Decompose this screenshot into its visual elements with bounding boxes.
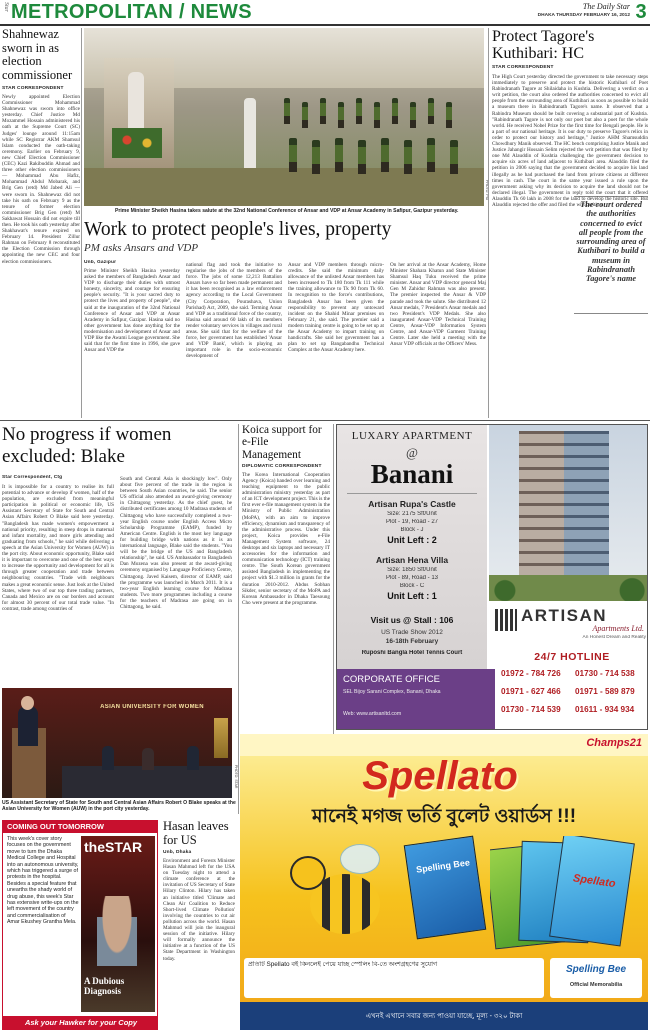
paper-name: The Daily Star	[582, 2, 630, 11]
spellato-title: Spellato	[362, 754, 518, 798]
marcher	[450, 140, 458, 174]
project-1-size: Size: 2175 Sft/Unit	[387, 511, 437, 517]
stall-number: Visit us @ Stall : 106	[370, 615, 454, 625]
spelling-bee-book	[404, 836, 487, 940]
hotline-number[interactable]: 01971 - 627 466	[501, 687, 561, 696]
panel-person	[187, 746, 199, 770]
banani-ad	[336, 424, 648, 730]
cover-figure	[97, 896, 137, 966]
banani-location: Banani	[370, 459, 454, 489]
sponsor-badge	[550, 958, 642, 998]
promo-text: This week's cover story focuses on the government move to turn the Dhaka Medical College and Hospital into an autonomous university, which has triggered a surge of protests in the hospital. Besides a special feature that unearths the shady world of drug abuse, this week's Star has extensive write-ups on the left movement of the country and commercialisation of Amar Ekushey Grantha Mela.	[7, 836, 79, 926]
project-2-size: Size: 1850 Sft/Unit	[387, 567, 437, 573]
book-2-title: Spellato	[572, 872, 617, 891]
tagore-body: The High Court yesterday directed the government to take necessary steps immediately to preserve and protect the historic Kuthibari of Poet Rabindranath Tagore at Shilaidaha in Kushtia. Delivering a verdict on a writ petition, the court also ordered the authorities concerned to evict all people from the surrounding area of Kuthibari as soon as possible to build a museum there in Rabindranath Tagore's name. It observed that a Rabindra Museum should be built covering a substantial part of Kushtia. "Rabindranath Tagore is not only our poet but also a poet for the whole world. He received Nobel Prize for the first time for Bengali people. He is a part of our national heritage. It is our duty to preserve Tagore's relics in order to protect our history and heritage," Justice AHM Shamsuddin Chowdhury Manik observed. The HC bench comprising Justice Manik and Justice Jahangir Hossain Selim rejected the writ petition that was filed by one Md Alauddin of Kushtia challenging the government decision to acquire six acres of land adjacent to Kuthibari area. Alauddin filed the petition in 2006 saying that the government decided to acquire his land illegally as he had purchased the land from private citizens at different times in cash. The court in the same year issued a rule upon the government asking why its decision to acquire the land should not be declared illegal. The government in reply told the court that it offered Alauddin Tk 60 lakh in 2008 for the land to develop the historic site. But Alauddin rejected the offer and filed the writ petition.	[492, 74, 648, 208]
marcher	[446, 102, 452, 128]
shahnewaz-headline: Shahnewaz sworn in as election commissioner	[2, 28, 73, 82]
fair-name: US Trade Show 2012	[381, 629, 443, 636]
auw-banner: ASIAN UNIVERSITY FOR WOMEN	[100, 704, 204, 710]
hotline-title: 24/7 HOTLINE	[534, 651, 610, 663]
project-1-block: Block - J	[400, 527, 424, 533]
artisan-brand-sub: Apartments Ltd.	[592, 624, 644, 633]
flowers	[112, 128, 162, 158]
corporate-office-box	[337, 669, 495, 730]
hotline-number[interactable]: 01611 - 934 934	[575, 705, 635, 714]
work-subhead: PM asks Ansars and VDP	[84, 242, 199, 254]
building-rendering	[489, 425, 648, 601]
champs21-logo: Champs21	[586, 737, 642, 749]
office-address: SEL Bijoy Sarani Complex, Banani, Dhaka	[343, 689, 441, 695]
marcher	[289, 138, 297, 172]
koica-body: The Korea International Cooperation Agency (Koica) handed over learning and teaching equipment to the public administration ministry yesterday as part of an ICT development project. This is the first ever e-file management system in the Ministry of Public Administration (MoPA), with an aim to improve efficiency, dynamism and transparency of the administrative process. Under this project, Koica provides e-File Management System software, 24 desktops and six laptops and necessary IT accessories for the information and communication technology (ICT) training centre. The South Korean government assisted Bangladesh in implementing the project with $1.3 million in grants for the duration 2010-2012. Abdus Sobhan Sikder, senior secretary of the MoPA and Korean Ambassador in Dhaka Taesoung Cho were present at the programme.	[242, 471, 330, 606]
masthead	[0, 0, 650, 24]
marcher	[428, 98, 434, 124]
cover-line: A Dubious Diagnosis	[84, 976, 125, 996]
coming-out-promo	[2, 820, 158, 1030]
promo-footer[interactable]: Ask your Hawker for your Copy	[3, 1016, 158, 1030]
parade-ground	[84, 168, 484, 206]
banani-divider	[347, 493, 477, 494]
magazine-cover	[81, 836, 155, 1012]
side-label: Star	[3, 2, 9, 13]
marcher	[374, 102, 380, 128]
spellato-book-stack	[490, 836, 640, 956]
spellato-offer-text: প্রতিটি Spellato বই কিনলেই পেয়ে যাচ্ছ স্পেলিং বি-তে অংশগ্রহণের সুযোগ	[248, 961, 438, 968]
panel-person	[142, 748, 154, 770]
speaker-figure	[18, 706, 38, 746]
spellato-bottom-band	[240, 1002, 648, 1030]
marcher	[302, 102, 308, 128]
blake-photo	[2, 688, 232, 798]
hotline-number[interactable]: 01972 - 784 726	[501, 669, 561, 678]
masthead-rule	[0, 24, 650, 26]
magazine-title: theSTAR	[84, 839, 143, 855]
marcher	[392, 98, 398, 124]
officer-figure	[244, 98, 256, 173]
artisan-mark	[495, 609, 517, 631]
section-title: METROPOLITAN / NEWS	[11, 1, 252, 23]
project-2-block: Block - C	[399, 583, 425, 589]
hasan-headline: Hasan leaves for US	[163, 820, 229, 847]
banani-tagline: LUXARY APARTMENT	[351, 430, 473, 442]
blake-headline: No progress if women excluded: Blake	[2, 424, 172, 467]
story-hasan	[163, 820, 235, 1030]
marcher	[404, 140, 412, 174]
dateline: DHAKA THURSDAY FEBRUARY 16, 2012	[537, 13, 630, 18]
work-col-3: Ansar and VDP members through micro-credits. She said the minimum daily allowance of the unlisted Ansar members has been increased to Tk 180 from Tk 111 while the training allowance to Tk 90 from Tk 60. In recognition to the force's contributions, Bangladesh Ansar has been given the responsibility to prevent any untoward incident on the Shahid Minar premises on February 21, she said. The premier said a modern training centre is going to be set up at the Ansar Academy to impart training on handicrafts. She said her government has a plan to set up Bangabandhu Technical Complex at the Ansar Academy here.	[288, 262, 384, 354]
marcher	[338, 102, 344, 128]
project-1-name: Artisan Rupa's Castle	[368, 499, 456, 509]
hasan-byline: Unb, Dhaka	[163, 850, 192, 855]
project-2-name: Artisan Hena Villa	[375, 555, 449, 565]
col-rule-2	[488, 28, 489, 418]
hasan-body: Environment and Forests Minister Hasan Mahmud left for the USA on Tuesday night to attend a climate conference at the invitation of US Secretary of State Hilary Clinton. Hilary has taken an initiative titled 'Climate and Clean Air Coalition to Reduce Short-lived Climate Pollution' involving the countries to cut air pollution across the world. Hasan Mahmud will join the inaugural session of the initiative. Hilary will formally announce the initiative at a function of the US State Department in Washington today.	[163, 858, 235, 962]
spellato-book	[549, 836, 635, 947]
promo-header: COMING OUT TOMORROW	[3, 821, 158, 833]
marcher	[284, 98, 290, 124]
page-number: 3	[635, 1, 647, 23]
work-col-2: national flag and took the initiative to regularise the jobs of the members of the force. The jobs of some 12,213 Battalion Ansars have so far been made permanent and it has been recognised as a law enforcement agency according to the Local Government (City Corporation, Pourashava, Union Parishad) Act, 2009, she said. Terming Ansar and VDP as a traditional force of the country, Hasina said around 60 lakh of its members render voluntary services in villages and rural areas. She said that for the welfare of the force, her government has established 'Ansar and VDP Bank', which is playing an important role in the socio-economic development of	[186, 262, 282, 360]
banani-at: @	[406, 445, 418, 460]
bee-mascot	[270, 844, 410, 954]
marcher	[410, 102, 416, 128]
fair-venue: Ruposhi Bangla Hotel Tennis Court	[361, 650, 463, 656]
marcher	[312, 140, 320, 174]
sponsor-name: Spelling Bee	[565, 964, 626, 975]
artisan-logo	[489, 603, 648, 647]
work-headline: Work to protect people's lives, property	[84, 219, 392, 240]
spellato-bottom-text: এখনই এখানে সবার জন্য পাওয়া যাচ্ছে, মূল্য - ৩২০ টাকা	[365, 1013, 523, 1020]
project-1-plot: Plot - 19, Road - 27	[385, 519, 439, 525]
story-tagore	[492, 28, 648, 420]
artisan-tagline: An Honest Dream and Reality	[582, 635, 646, 640]
blake-col-1: It is impossible for a country to realise its full potential to advance or develop if women, half of the population, are excluded from meaningful participation in political or economic life, US Assistant Secretary of State for South and Central Asian Affairs Robert O Blake said here yesterday. "Bangladesh has made women's empowerment a national priority, resulting in steep drops in maternal and infant mortality, and more girls attending and graduating from schools," he said while delivering a speech at the Asian University for Women (AUW) in the port city. About economic opportunity, Blake said it is important to overcome and one of the best ways to increase the opportunity and development for all is through greater cooperation and trade between neighbouring countries. "Trade with neighbours makes a great economic sense. Just look at the United States, where two of our top three trading partners, Canada and Mexico are on our borders and account for almost 30 percent of our total trade value. "In contrast, trade among countries of	[2, 484, 114, 612]
story-shahnewaz	[2, 28, 80, 418]
fair-dates: 16-18th February	[385, 638, 439, 645]
col-rule-1	[81, 28, 82, 418]
bee-wing	[340, 844, 380, 874]
marcher	[335, 138, 343, 172]
speaker-head	[21, 696, 34, 710]
main-photo-credit: PHOTO: PID	[485, 180, 489, 201]
hotline-box	[495, 651, 648, 730]
ansar-parade-photo	[84, 28, 484, 206]
trees	[489, 575, 648, 601]
blake-col-2: South and Central Asia is shockingly low". Only about five percent of the trade in the region is between South Asian countries, he said. The senior US official also attended an award-giving ceremony in Chittagong yesterday. As the chief guest, he distributed certificates among 10 Madrasa students of Chittagong who have successfully completed a two-year English course under English Access Micro Scholarship Programme (EAMP), funded by American Centre. English is the most key language for building bridge with nations as it is an international language, Blake said the students. "You will be the bridge of the US and Bangladesh relationship", he said. US Ambassador to Bangladesh Dan Mozena was also present at the award-giving ceremony organised by Language Proficiency Centre, Chittagong. Javed Kaisem, director of EAMP, said the programme was launched in March 2011. It is a two-year English learning course for Madrasa students. Two more programmes including a course for the teachers of Madrasa are going on in Chittagong, he said.	[120, 476, 232, 610]
koica-headline: Koica support for e-File Management	[242, 424, 322, 461]
col-rule-3	[238, 424, 239, 814]
hotline-number[interactable]: 01730 - 714 539	[501, 705, 561, 714]
horizontal-rule-mid	[0, 420, 650, 421]
office-title: CORPORATE OFFICE	[343, 674, 440, 685]
marcher	[427, 138, 435, 172]
spellato-slogan: মানেই মগজ ভর্তি বুলেট ওয়ার্ডস !!!	[311, 806, 577, 827]
hotline-number[interactable]: 01971 - 589 879	[575, 687, 635, 696]
blake-photo-credit: PHOTO: STAR	[234, 765, 238, 789]
office-web[interactable]: Web: www.artisanltd.com	[343, 711, 402, 717]
marcher	[320, 98, 326, 124]
spellato-ad	[240, 734, 648, 1030]
project-1-units: Unit Left : 2	[387, 535, 437, 545]
bee-head	[290, 856, 326, 890]
marcher	[381, 138, 389, 172]
panel-person	[102, 746, 114, 770]
hotline-number[interactable]: 01730 - 714 538	[575, 669, 635, 678]
work-byline: Unb, Gazipur	[84, 260, 117, 265]
koica-byline: DIPLOMATIC CORRESPONDENT	[242, 463, 322, 469]
pm-figure	[128, 72, 144, 132]
project-2-plot: Plot - 89, Road - 13	[385, 575, 439, 581]
flag-decoration	[214, 718, 228, 758]
main-photo-caption: Prime Minister Sheikh Hasina takes salute at the 32nd National Conference of Ansar and VDP at Ansar Academy in Safipur, Gazipur yesterday.	[115, 208, 459, 214]
blake-photo-caption: US Assistant Secretary of State for South and Central Asian Affairs Robert O Blake speaks at the Asian University for Women (AUW) in the port city yesterday.	[2, 800, 236, 812]
blake-byline: Star Correspondent, Ctg	[2, 475, 63, 480]
tagore-pullquote: The court ordered the authorities concerned to evict all people from the surrounding area of Kuthibari to build a museum in Rabindranath Tagore's name	[574, 196, 648, 314]
tagore-headline: Protect Tagore's Kuthibari: HC	[492, 28, 595, 62]
marcher	[356, 98, 362, 124]
spellato-offer-box	[244, 958, 544, 998]
work-col-4: On her arrival at the Ansar Academy, Home Minister Shahara Khatun and State Minister Shamsul Haq Tuku received the prime minister. Ansar and VDP director general Maj Gen M Zahidur Rahman was also present. The premier inspected the Ansar & VDP parade and took the salute. She distributed 12 Ansar medals, 7 President's Ansar medals and two President's VDP Medals. She also inaugurated Ansar-VDP Technical Training Centre, Ansar-VDP Information System Centre, and Ansar-VDP Garment Training Centre. Later she held a meeting with the Ansar VDP officials at the Officers' Mess.	[390, 262, 486, 348]
work-col-1: Prime Minister Sheikh Hasina yesterday asked the members of Bangladesh Ansar and VDP to discharge their duties with utmost honesty, sincerity, and courage for ensuring people's security. "It is your sacred duty to protect the lives and property of people", she said at the inauguration of the 32nd National Conference of Ansar and VDP at Ansar Academy in Safipur, Gazipur. Hasina said no other government has done anything for the modernisation and development of Ansar and VDP like the Awami League government. She said that for the first time in 1996, she gave Ansar and VDP the	[84, 268, 180, 354]
marcher	[358, 140, 366, 174]
sponsor-sub: Official Memorabilia	[569, 982, 623, 988]
tagore-byline: STAR CORRESPONDENT	[492, 65, 554, 70]
project-2-units: Unit Left : 1	[387, 591, 437, 601]
book-1-title: Spelling Bee	[415, 857, 471, 875]
artisan-brand: ARTISAN	[521, 606, 608, 624]
shahnewaz-byline: STAR CORRESPONDENT	[2, 86, 64, 91]
panel-table	[62, 766, 232, 798]
shahnewaz-body: Newly appointed Election Commissioner Mohammad Shahnewaz was sworn into office yesterday. Chief Justice Md Mozammel Hossain administered his oath at the Supreme Court (SC) Judges' lounge around 11:15am while SC Registrar AKM Shamsul Islam conducted the oath-taking ceremony. Earlier on February 9, new Chief Election Commissioner (CEC) Kazi Rakibuddin Ahmad and three other election commissioners — Mohammad Abu Hafiz, Mohammad Abdul Mobarak, and Brig Gen (retd) Md Jabed Ali — were sworn in. Shahnewaz did not take his oath on February 9 as the tenure of former election commissioner Brig Gen (retd) M Sakhawat Hossain did not expire till then. He took his oath yesterday after Shakhawat's tenure expired on February 14. President Zillur Rahman on February 8 reconstituted the Election Commission through appointing the new CEC and four election commissioners.	[2, 94, 80, 265]
